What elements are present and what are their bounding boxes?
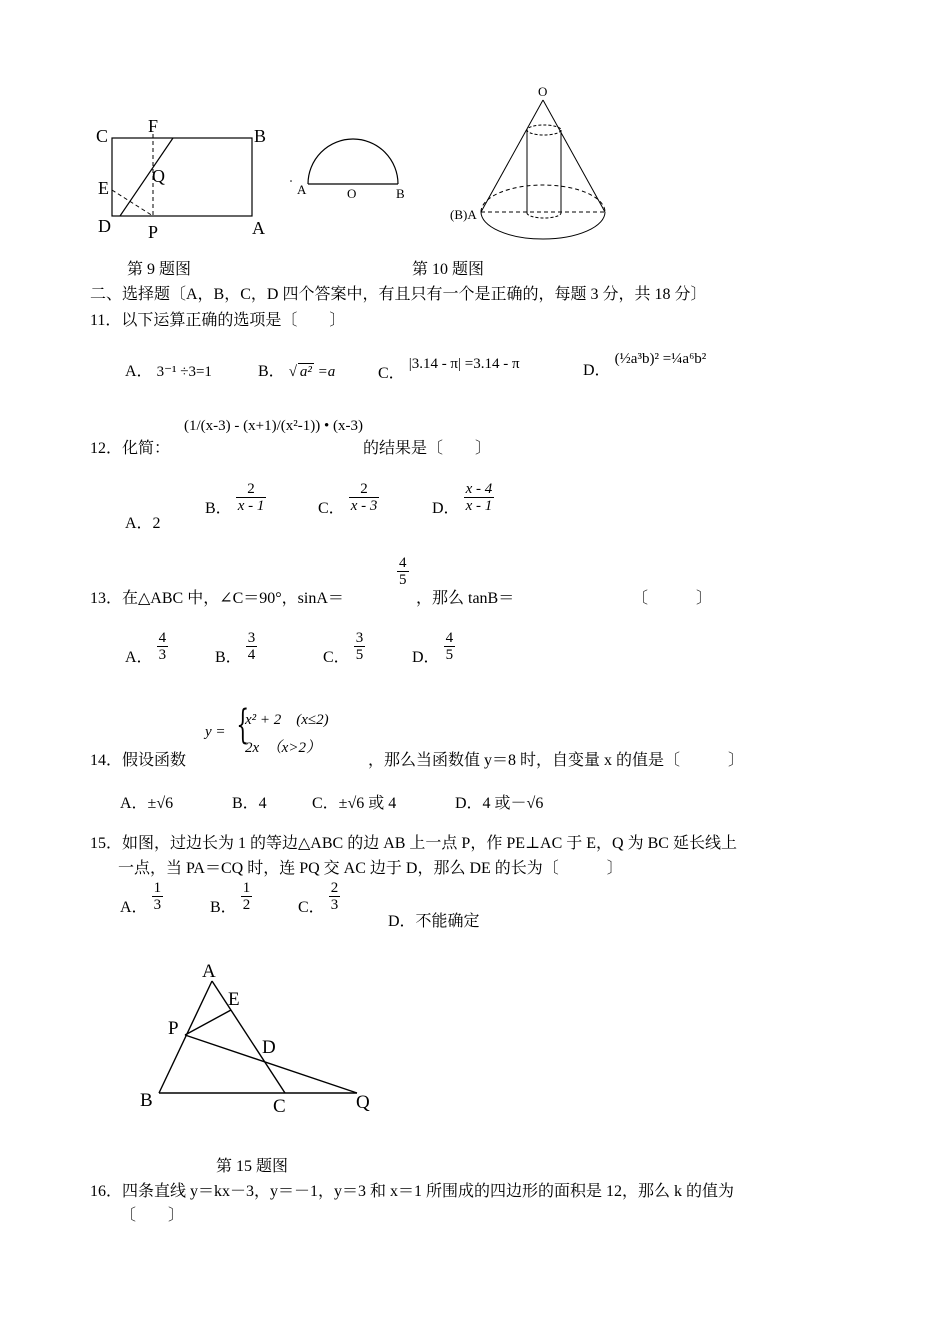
option-label: B．: [210, 899, 237, 917]
option-fraction: $\frac{1}{3}$: [153, 880, 162, 913]
q14-option-a: A．±√6: [120, 795, 174, 812]
q12-option-a: A．2: [125, 515, 161, 532]
radicand: a²: [299, 364, 312, 380]
q14-option-b: B．4: [232, 795, 267, 812]
option-expr: 3⁻¹ ÷3=1: [156, 364, 212, 380]
option-label: D．: [432, 500, 460, 518]
cylinder-bottom: [527, 213, 561, 218]
section-heading: 二、选择题〔A，B，C，D 四个答案中，有且只有一个是正确的，每题 3 分，共 18 分〕: [90, 286, 707, 303]
figure-9: [90, 110, 280, 245]
q13-stem: [90, 585, 344, 608]
q12-option-b: [205, 481, 266, 518]
fig15-caption: 第 15 题图: [216, 1158, 289, 1175]
label-q: Q: [356, 1092, 370, 1113]
figure-10-semicircle: [285, 125, 415, 205]
label-c: C: [96, 126, 109, 146]
q14-case-2: 2x （x>2）: [245, 740, 321, 756]
q13-option-a: [125, 630, 168, 667]
option-fraction: $\frac{3}{5}$: [355, 630, 364, 663]
label-p: P: [168, 1018, 179, 1039]
q11-option-b: [258, 358, 335, 381]
option-fraction: $\frac{2}{3}$: [330, 880, 339, 913]
q14-brace: {: [236, 702, 250, 748]
q15-option-c: [298, 880, 340, 917]
dashed-line-ep: [112, 190, 153, 216]
q14-prefix: 14．假设函数: [90, 752, 187, 769]
q13-prefix: 13．在△ABC 中，∠C＝90°，sinA＝: [90, 590, 344, 607]
q14-option-d: D．4 或－√6: [455, 795, 544, 812]
cone-left-edge: [481, 100, 543, 212]
label-p: P: [148, 222, 159, 242]
q13-option-c: [323, 630, 365, 667]
label-b: B: [254, 126, 267, 146]
option-label: C．: [298, 899, 325, 917]
q14-suffix: ，那么当函数值 y＝8 时，自变量 x 的值是〔 〕: [368, 752, 745, 769]
expr-rest: =a: [313, 364, 336, 380]
q13-option-b: [215, 630, 257, 667]
label-f: F: [148, 116, 159, 136]
label-d: D: [98, 216, 111, 236]
semicircle-arc: [308, 139, 398, 184]
q13-suffix: ，那么 tanB＝: [416, 590, 515, 607]
q16-line-2: 〔 〕: [120, 1207, 185, 1224]
q12-option-c: [318, 481, 379, 518]
option-label: B．: [205, 500, 232, 518]
q11-option-a: [125, 358, 212, 381]
option-expr: √ a² =a: [288, 364, 336, 380]
q11-stem: 11．以下运算正确的选项是〔 〕: [90, 312, 346, 329]
label-c: C: [273, 1096, 286, 1117]
label-d: D: [262, 1037, 276, 1058]
q11-option-c: [378, 350, 520, 382]
option-fraction: $\frac{x - 4}{x - 1}$: [465, 481, 493, 514]
label-e: E: [228, 989, 240, 1010]
rectangle-cbad: [112, 138, 252, 216]
q15-option-a: [120, 880, 163, 917]
option-label: B．: [258, 363, 285, 380]
q15-line-1: 15．如图，过边长为 1 的等边△ABC 的边 AB 上一点 P，作 PE⊥AC 于 E，Q 为 BC 延长线上: [90, 835, 737, 852]
point-dot: [290, 180, 292, 182]
option-fraction: $\frac{4}{5}$: [445, 630, 454, 663]
option-label: D．: [583, 362, 611, 379]
label-a: A: [252, 218, 265, 238]
option-fraction: $\frac{1}{2}$: [242, 880, 251, 913]
option-label: C．: [318, 500, 345, 518]
base-back-arc: [481, 185, 605, 212]
label-o: O: [538, 84, 548, 99]
q15-line-2: 一点，当 PA＝CQ 时，连 PQ 交 AC 边于 D，那么 DE 的长为〔 〕: [118, 860, 623, 877]
option-expr: |3.14 - π| =3.14 - π: [408, 356, 520, 372]
option-fraction: $\frac{2}{x - 1}$: [237, 481, 265, 514]
q12-prefix: 12．化简：: [90, 440, 171, 457]
option-label: C．: [378, 365, 405, 382]
q16-line-1: 16．四条直线 y＝kx－3，y＝－1，y＝3 和 x＝1 所围成的四边形的面积是 12，那么 k 的值为: [90, 1183, 735, 1200]
q12-expression: (1/(x-3) - (x+1)/(x²-1)) • (x-3): [184, 418, 363, 434]
q14-y-equals: y =: [205, 724, 226, 740]
option-fraction: $\frac{4}{3}$: [158, 630, 167, 663]
q14-option-c: C．±√6 或 4: [312, 795, 397, 812]
option-fraction: $\frac{3}{4}$: [247, 630, 256, 663]
option-label: D．: [412, 649, 440, 667]
cylinder-top: [527, 125, 561, 135]
fold-line: [120, 138, 173, 216]
side-ab: [159, 981, 212, 1093]
q13-answer-paren: 〔 〕: [632, 590, 713, 607]
option-label: A．: [120, 899, 148, 917]
q15-option-b: [210, 880, 252, 917]
base-front-arc: [481, 212, 605, 239]
option-label: A．: [125, 363, 153, 380]
q15-option-d: D．不能确定: [388, 913, 480, 930]
label-e: E: [98, 178, 109, 198]
figure-15: [135, 955, 380, 1120]
cone-right-edge: [543, 100, 605, 212]
q11-option-d: [583, 345, 707, 379]
label-b: B: [396, 186, 405, 201]
q13-sin-fraction: 4 5: [399, 555, 407, 588]
label-b: B: [140, 1090, 153, 1111]
option-label: A．: [125, 649, 153, 667]
q13-option-d: [412, 630, 455, 667]
fig10-caption: 第 10 题图: [412, 261, 485, 278]
label-a: A: [202, 961, 216, 982]
label-q: Q: [152, 166, 165, 186]
option-label: B．: [215, 649, 242, 667]
label-ba: (B)A: [450, 207, 477, 222]
q12-option-d: [432, 481, 494, 518]
option-label: C．: [323, 649, 350, 667]
figure-10-cone: [448, 82, 618, 247]
q14-case-1: x² + 2 (x≤2): [245, 712, 329, 728]
label-o: O: [347, 186, 357, 201]
option-expr: (½a³b)² =¼a⁶b²: [614, 351, 707, 367]
option-fraction: $\frac{2}{x - 3}$: [350, 481, 378, 514]
q12-suffix: 的结果是〔 〕: [363, 440, 492, 457]
fig9-caption: 第 9 题图: [127, 261, 192, 278]
label-a: A: [297, 182, 307, 197]
